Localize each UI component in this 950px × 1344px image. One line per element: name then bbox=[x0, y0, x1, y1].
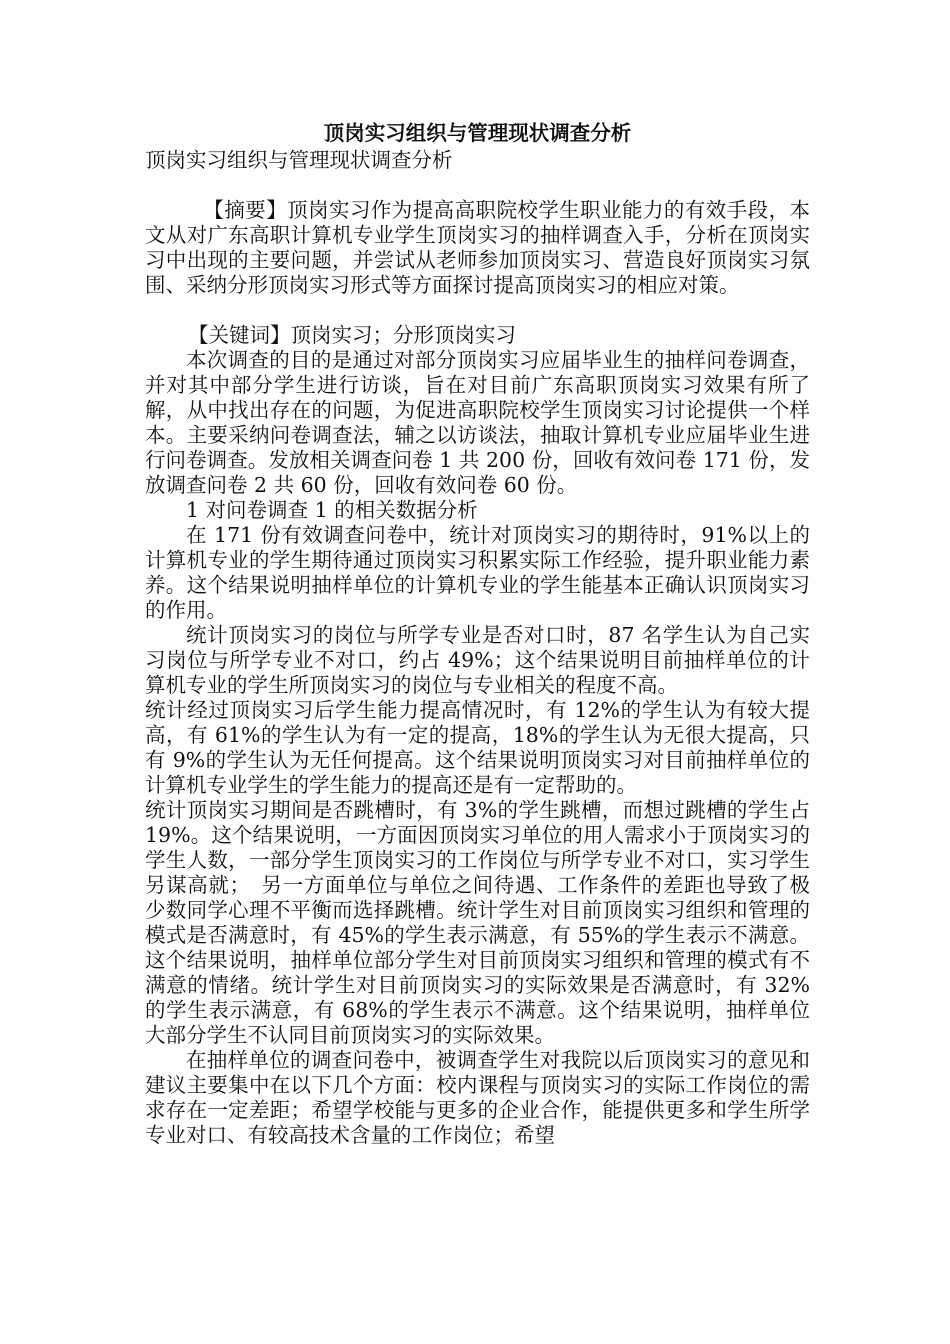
stats-paragraph-1: 统计顶岗实习的岗位与所学专业是否对口时，87 名学生认为自己实习岗位与所学专业不对口，约占 49%；这个结果说明目前抽样单位的计算机专业的学生所顶岗实习的岗位与专业相关的程度不高。 bbox=[145, 623, 810, 697]
keywords-line: 【关键词】顶岗实习；分形顶岗实习 bbox=[188, 323, 517, 347]
expectation-paragraph: 在 171 份有效调查问卷中，统计对顶岗实习的期待时，91%以上的计算机专业的学生期待通过顶岗实习积累实际工作经验，提升职业能力素养。这个结果说明抽样单位的计算机专业的学生能基本正确认识顶岗实习的作用。 bbox=[145, 523, 810, 622]
section-heading: 1 对问卷调查 1 的相关数据分析 bbox=[186, 498, 478, 522]
document-subtitle: 顶岗实习组织与管理现状调查分析 bbox=[145, 148, 453, 172]
document-page bbox=[145, 118, 810, 1148]
suggestions-paragraph: 在抽样单位的调查问卷中，被调查学生对我院以后顶岗实习的意见和建议主要集中在以下几个方面：校内课程与顶岗实习的实际工作岗位的需求存在一定差距；希望学校能与更多的企业合作，能提供更多和学生所学专业对口、有较高技术含量的工作岗位；希望 bbox=[145, 1048, 810, 1147]
document-title: 顶岗实习组织与管理现状调查分析 bbox=[323, 121, 632, 145]
intro-paragraph: 本次调查的目的是通过对部分顶岗实习应届毕业生的抽样问卷调查，并对其中部分学生进行访谈，旨在对目前广东高职顶岗实习效果有所了解，从中找出存在的问题，为促进高职院校学生顶岗实习讨论提供一个样本。主要采纳问卷调查法，辅之以访谈法，抽取计算机专业应届毕业生进行问卷调查。发放相关调查问卷 1 共 200 份，回收有效问卷 171 份，发放调查问卷 2 共 60 份，回收有效问卷 60 份。 bbox=[145, 348, 810, 497]
spacer bbox=[145, 298, 810, 323]
stats-paragraph-2: 统计经过顶岗实习后学生能力提高情况时，有 12%的学生认为有较大提高，有 61%的学生认为有一定的提高，18%的学生认为无很大提高，只有 9%的学生认为无任何提高。这个结果说明顶岗实习对目前抽样单位的计算机专业学生的学生能力的提高还是有一定帮助的。 bbox=[145, 698, 810, 797]
spacer bbox=[145, 173, 810, 198]
stats-paragraph-3: 统计顶岗实习期间是否跳槽时，有 3%的学生跳槽，而想过跳槽的学生占 19%。这个结果说明，一方面因顶岗实习单位的用人需求小于顶岗实习的学生人数，一部分学生顶岗实习的工作岗位与所学专业不对口，实习学生另谋高就； 另一方面单位与单位之间待遇、工作条件的差距也导致了极少数同学心理不平衡而选择跳槽。统计学生对目前顶岗实习组织和管理的模式是否满意时，有 45%的学生表示满意，有 55%的学生表示不满意。这个结果说明，抽样单位部分学生对目前顶岗实习组织和管理的模式有不满意的情绪。统计学生对目前顶岗实习的实际效果是否满意时，有 32%的学生表示满意，有 68%的学生表示不满意。这个结果说明，抽样单位大部分学生不认同目前顶岗实习的实际效果。 bbox=[145, 798, 810, 1047]
abstract-paragraph: 【摘要】顶岗实习作为提高高职院校学生职业能力的有效手段，本文从对广东高职计算机专业学生顶岗实习的抽样调查入手，分析在顶岗实习中出现的主要问题，并尝试从老师参加顶岗实习、营造良好顶岗实习氛围、采纳分形顶岗实习形式等方面探讨提高顶岗实习的相应对策。 bbox=[145, 198, 810, 297]
